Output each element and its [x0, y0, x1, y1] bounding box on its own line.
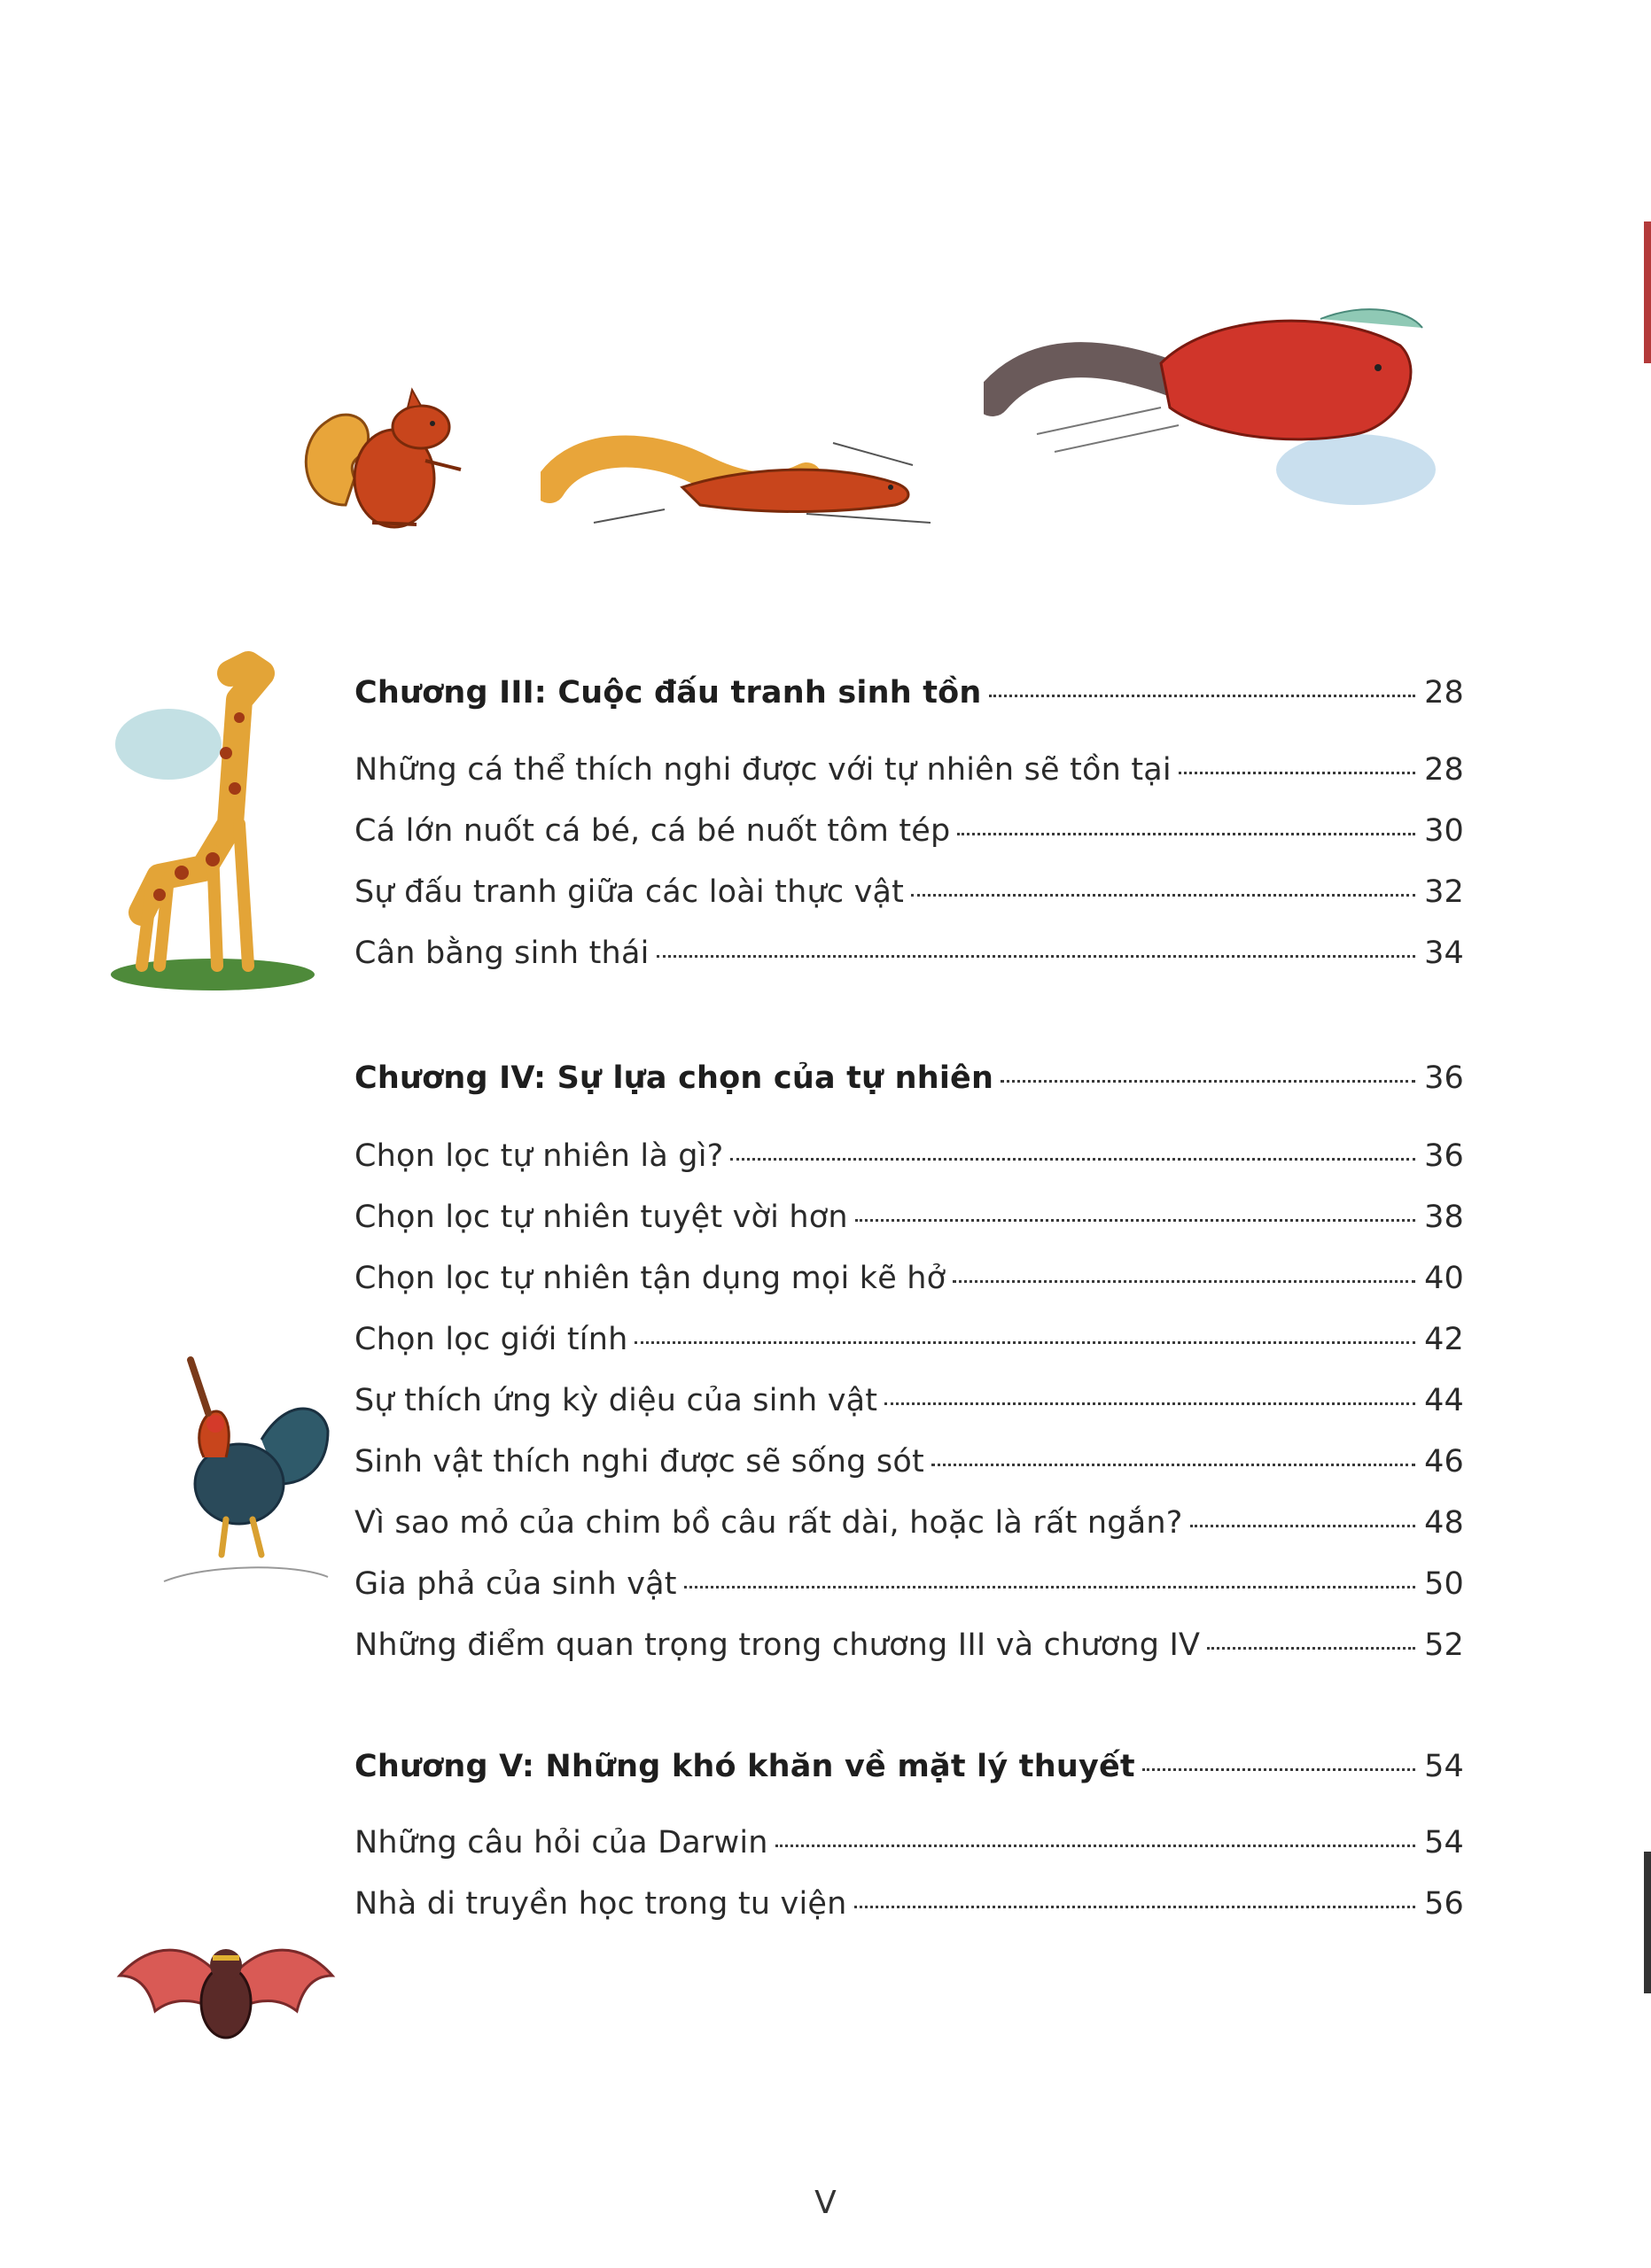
page-ref: 54	[1424, 1749, 1464, 1784]
dot-leader	[884, 1402, 1415, 1405]
chapter-title: Chương IV: Sự lựa chọn của tự nhiên	[354, 1060, 994, 1096]
toc-chapter	[354, 673, 1464, 712]
section-title: Sinh vật thích nghi được sẽ sống sót	[354, 1444, 924, 1480]
dot-leader	[1179, 772, 1415, 774]
section-title: Những câu hỏi của Darwin	[354, 1825, 768, 1860]
toc-chapter	[354, 1747, 1464, 1786]
section-title: Những điểm quan trọng trong chương III và chương IV	[354, 1627, 1201, 1663]
page-ref: 38	[1424, 1200, 1464, 1235]
toc-section	[354, 812, 1464, 850]
dot-leader	[931, 1464, 1415, 1466]
toc-section	[354, 1320, 1464, 1359]
giraffe-illustration	[106, 647, 319, 992]
squirrel-sitting-illustration	[292, 372, 487, 540]
page-ref: 36	[1424, 1138, 1464, 1174]
page-ref: 48	[1424, 1505, 1464, 1541]
toc-section	[354, 1565, 1464, 1604]
edge-mark	[1644, 1852, 1651, 1993]
chapter-title: Chương III: Cuộc đấu tranh sinh tồn	[354, 675, 982, 711]
dot-leader	[1190, 1525, 1416, 1527]
section-title: Chọn lọc giới tính	[354, 1322, 628, 1357]
dot-leader	[775, 1845, 1415, 1847]
section-title: Sự thích ứng kỳ diệu của sinh vật	[354, 1383, 878, 1418]
dot-leader	[953, 1280, 1415, 1283]
section-title: Sự đấu tranh giữa các loài thực vật	[354, 874, 905, 910]
dot-leader	[1142, 1768, 1415, 1771]
toc-section	[354, 873, 1464, 912]
section-title: Những cá thể thích nghi được với tự nhiên sẽ tồn tại	[354, 752, 1172, 788]
page-ref: 36	[1424, 1060, 1464, 1096]
dot-leader	[684, 1586, 1415, 1588]
rooster-illustration	[155, 1342, 332, 1586]
section-title: Gia phả của sinh vật	[354, 1566, 677, 1602]
dot-leader	[730, 1158, 1415, 1161]
toc-section	[354, 1442, 1464, 1481]
page-ref: 40	[1424, 1261, 1464, 1296]
toc-section	[354, 1823, 1464, 1862]
page-ref: 28	[1424, 752, 1464, 788]
dot-leader	[989, 695, 1416, 697]
page-number: V	[814, 2185, 837, 2221]
page-ref: 28	[1424, 675, 1464, 711]
section-title: Nhà di truyền học trong tu viện	[354, 1886, 847, 1922]
page-ref: 32	[1424, 874, 1464, 910]
section-title: Cân bằng sinh thái	[354, 936, 650, 971]
toc-section	[354, 1259, 1464, 1298]
section-title: Chọn lọc tự nhiên tuyệt vời hơn	[354, 1200, 848, 1235]
flying-squirrel-illustration	[984, 292, 1445, 523]
section-title: Chọn lọc tự nhiên tận dụng mọi kẽ hở	[354, 1261, 946, 1296]
toc-section	[354, 1198, 1464, 1237]
page-ref: 50	[1424, 1566, 1464, 1602]
page-ref: 46	[1424, 1444, 1464, 1480]
dot-leader	[911, 894, 1415, 897]
page-ref: 54	[1424, 1825, 1464, 1860]
dot-leader	[957, 833, 1415, 835]
dot-leader	[854, 1906, 1416, 1908]
page-ref: 34	[1424, 936, 1464, 971]
page-ref: 52	[1424, 1627, 1464, 1663]
section-title: Chọn lọc tự nhiên là gì?	[354, 1138, 724, 1174]
dot-leader	[1001, 1080, 1415, 1083]
page-ref: 42	[1424, 1322, 1464, 1357]
toc-section	[354, 1503, 1464, 1542]
dot-leader	[1207, 1647, 1415, 1650]
chapter-title: Chương V: Những khó khăn về mặt lý thuyết	[354, 1749, 1135, 1784]
toc-section	[354, 934, 1464, 973]
bat-illustration	[115, 1922, 337, 2055]
section-title: Vì sao mỏ của chim bồ câu rất dài, hoặc là rất ngắn?	[354, 1505, 1183, 1541]
page-ref: 44	[1424, 1383, 1464, 1418]
section-title: Cá lớn nuốt cá bé, cá bé nuốt tôm tép	[354, 813, 951, 849]
toc-section	[354, 1626, 1464, 1665]
dot-leader	[855, 1219, 1415, 1222]
squirrel-running-illustration	[541, 416, 948, 540]
toc-section	[354, 1381, 1464, 1420]
toc-section	[354, 1137, 1464, 1176]
page-ref: 56	[1424, 1886, 1464, 1922]
dot-leader	[657, 955, 1416, 958]
dot-leader	[635, 1341, 1415, 1344]
toc-section	[354, 750, 1464, 789]
toc-section	[354, 1884, 1464, 1923]
page-ref: 30	[1424, 813, 1464, 849]
toc-chapter	[354, 1059, 1464, 1098]
edge-mark	[1644, 221, 1651, 363]
